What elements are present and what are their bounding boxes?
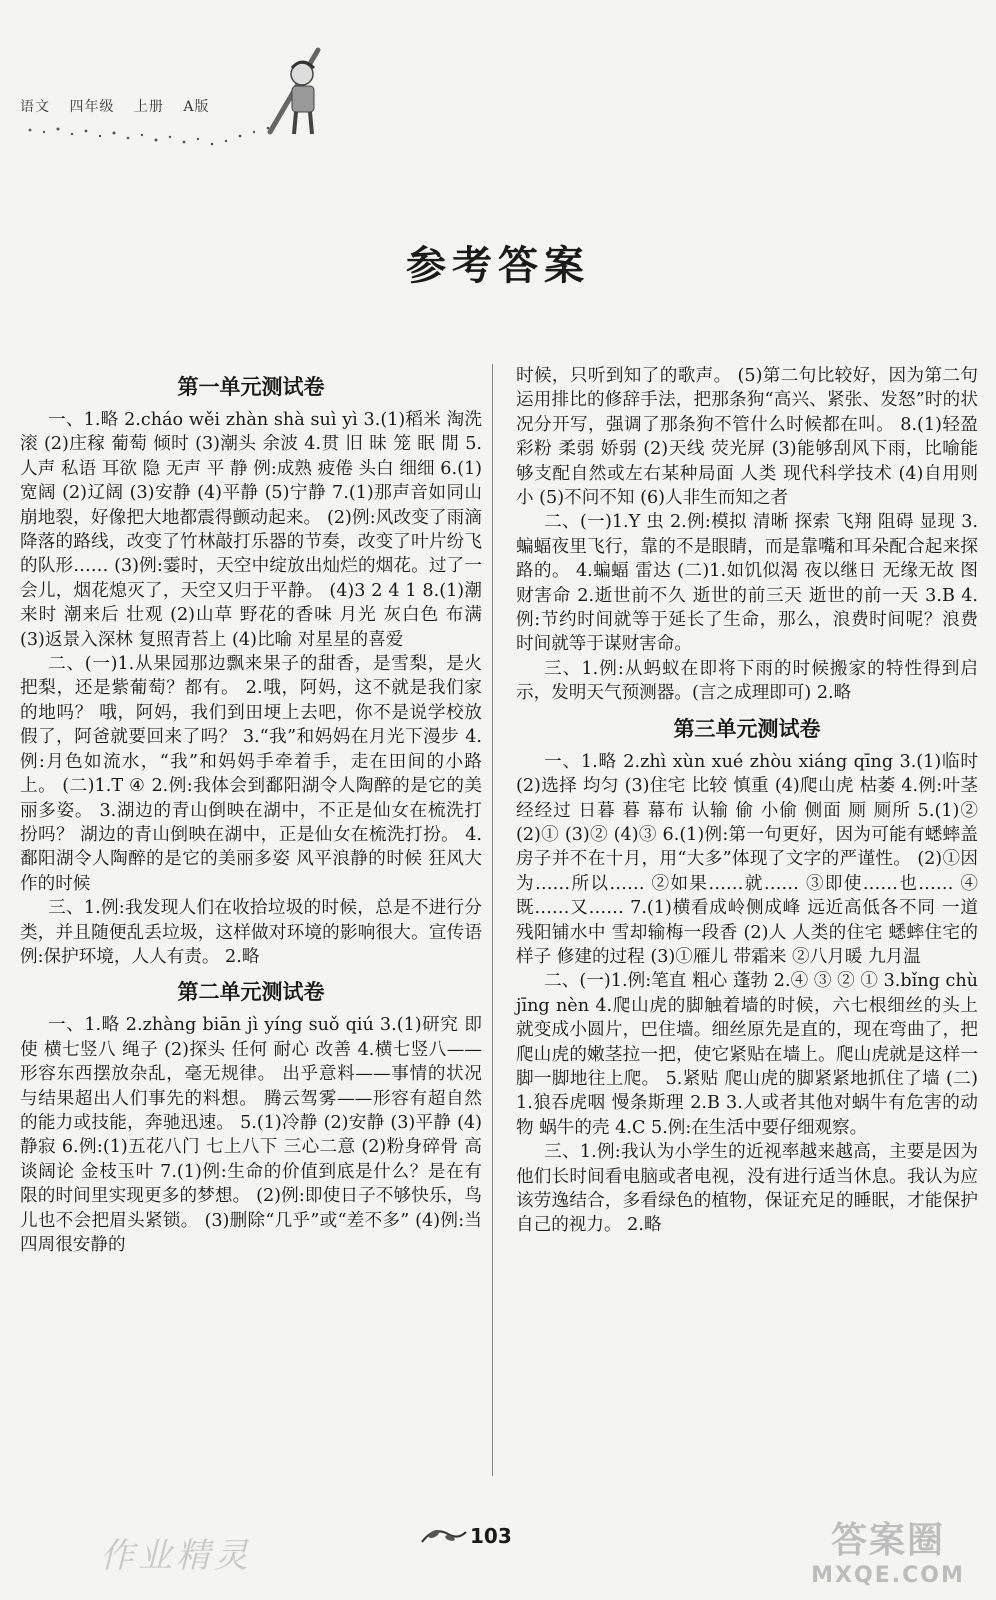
unit1-part1: 一、1.略 2.cháo wěi zhàn shà suì yì 3.(1)稻米 淘洗 滚 (2)庄稼 葡萄 倾时 (3)潮头 余波 4.贯 旧 昧 笼 眠 閒 5.人声 私语 耳欲 隐 无声 平 静 例:成熟 疲倦 头白 细细 6.(1)宽阔 (2)辽阔 (3)安静 (4)平静 (5)宁静 7.(1)那声音如同山崩地裂，好像把大地都震得颤动起来。 (2)例:风改变了雨滴降落的路线，改变了竹林敲打乐器的节奏，改变了叶片纷飞的队形…… (3)例:霎时，天空中绽放出灿烂的烟花。过了一会儿，烟花熄灭了，天空又归于平静。 (4)3 2 4 1 8.(1)潮来时 潮来后 壮观 (2)山草 野花的香味 月光 灰白色 布满 (3)返景入深林 复照青苔上 (4)比喻 对星星的喜爱 (20, 410, 482, 650)
watermark-left: 作业精灵 (100, 1536, 252, 1576)
leaf-ornament-icon (420, 1522, 468, 1548)
header-subject: 语文 (20, 99, 50, 115)
header-grade: 四年级 (69, 99, 115, 115)
left-column (20, 364, 482, 1257)
column-divider (492, 364, 493, 1476)
header-volume: 上册 (133, 99, 164, 115)
right-column (516, 364, 978, 1238)
unit3-part3: 三、1.例:我认为小学生的近视率越来越高，主要是因为他们长时间看电脑或者电视，没有进行适当休息。我认为应该劳逸结合，多看绿色的植物，保证充足的睡眠，才能保护自己的视力。 2.略 (516, 1142, 978, 1236)
page-number: 103 (470, 1524, 512, 1548)
unit3-title: 第三单元测试卷 (673, 715, 821, 741)
unit1-part2: 二、(一)1.从果园那边飘来果子的甜香，是雪梨，是火把梨，还是紫葡萄？都有。 2.哦，阿妈，这不就是我们家的地吗？ 哦，阿妈，我们到田埂上去吧，你不是说学校放假了，阿爸就要回来了吗？ 3.“我”和妈妈在月光下漫步 4.例:月色如流水，“我”和妈妈手牵着手，走在田间的小路上。 (二)1.T ④ 2.例:我体会到鄱阳湖令人陶醉的是它的美丽多姿。 3.湖边的青山倒映在湖中，不正是仙女在梳洗打扮吗？ 湖边的青山倒映在湖中，正是仙女在梳洗打扮。 4.鄱阳湖令人陶醉的是它的美丽多姿 风平浪静的时候 狂风大作的时候 (20, 654, 482, 894)
unit2-part1: 一、1.略 2.zhàng biān jì yíng suǒ qiú 3.(1)研究 即使 横七竖八 绳子 (2)探头 任何 耐心 改善 4.横七竖八——形容东西摆放杂乱，毫无规律。 出乎意料——事情的状况与结果超出人们事先的料想。 腾云驾雾——形容有超自然的能力或技能，奔驰迅速。 5.(1)冷静 (2)安静 (3)平静 (4)静寂 6.例:(1)五花八门 七上八下 三心二意 (2)粉身碎骨 高谈阔论 金枝玉叶 7.(1)例:生命的价值到底是什么？是在有限的时间里实现更多的梦想。 (2)例:即使日子不够快乐，鸟儿也不会把眉头紧锁。 (3)删除“几乎”或“差不多” (4)例:当四周很安静的 (20, 1015, 482, 1255)
unit1-title: 第一单元测试卷 (177, 374, 325, 399)
header-edition: A版 (183, 99, 210, 115)
unit2-title: 第二单元测试卷 (177, 979, 325, 1005)
unit2-part1-continued: 时候，只听到知了的歌声。 (5)第二句比较好，因为第二句运用排比的修辞手法，把那条狗“高兴、紧张、发怒”时的状况分开写，强调了那条狗不管什么时候都在叫。 8.(1)轻盈 彩粉 柔弱 娇弱 (2)天线 荧光屏 (3)能够刮风下雨，比喻能够支配自然或左右某种局面 人类 现代科学技术 (4)自用则小 (5)不问不知 (6)人非生而知之者 (516, 366, 978, 509)
unit1-part3: 三、1.例:我发现人们在收拾垃圾的时候，总是不进行分类，并且随便乱丢垃圾，这样做对环境的影响很大。宣传语例:保护环境，人人有责。 2.略 (20, 898, 482, 967)
watermark-right (800, 1512, 976, 1588)
book-header (20, 96, 223, 116)
watermark-right-url: MXQE.COM (811, 1563, 965, 1588)
unit2-part2: 二、(一)1.Y 虫 2.例:模拟 清晰 探索 飞翔 阻碍 显现 3.蝙蝠夜里飞行，靠的不是眼睛，而是靠嘴和耳朵配合起来探路的。 4.蝙蝠 雷达 (二)1.如饥似渴 夜以继日 无缘无故 图财害命 2.逝世前不久 逝世的前三天 逝世的前一天 3.B 4.例:节约时间就等于延长了生命，那么，浪费时间呢？浪费时间就等于谋财害命。 (516, 512, 978, 655)
child-with-pencil-icon (262, 44, 332, 140)
page-title: 参考答案 (406, 242, 590, 289)
unit2-part3: 三、1.例:从蚂蚁在即将下雨的时候搬家的特性得到启示，发明天气预测器。(言之成理即可) 2.略 (516, 658, 978, 704)
unit3-part1: 一、1.略 2.zhì xùn xué zhòu xiáng qīng 3.(1)临时 (2)选择 均匀 (3)住宅 比较 慎重 (4)爬山虎 枯萎 4.例:叶茎 经经过 日暮 暮 幕布 认输 偷 小偷 侧面 厕 厕所 5.(1)② (2)① (3)② (4)③ 6.(1)例:第一句更好，因为可能有蟋蟀盖房子并不在十月，用“大多”体现了文字的严谨性。 (2)①因为……所以…… ②如果……就…… ③即使……也…… ④既……又…… 7.(1)横看成岭侧成峰 远近高低各不同 一道残阳铺水中 雪却输梅一段香 (2)人 人类的住宅 蟋蟀住宅的样子 修建的过程 (3)①雁儿 带霜来 ②八月暖 九月温 (516, 751, 978, 967)
decorative-dots-icon (20, 122, 280, 152)
unit3-part2: 二、(一)1.例:笔直 粗心 蓬勃 2.④ ③ ② ① 3.bǐng chù jīng nèn 4.爬山虎的脚触着墙的时候，六七根细丝的头上就变成小圆片，巴住墙。细丝原先是直的，现在弯曲了，把爬山虎的嫩茎拉一把，使它紧贴在墙上。爬山虎就是这样一脚一脚地往上爬。 5.紧贴 爬山虎的脚紧紧地抓住了墙 (二)1.狼吞虎咽 慢条斯理 2.B 3.人或者其他对蜗牛有危害的动物 蜗牛的壳 4.C 5.例:在生活中要仔细观察。 (516, 971, 978, 1138)
watermark-right-title: 答案圈 (830, 1520, 945, 1561)
